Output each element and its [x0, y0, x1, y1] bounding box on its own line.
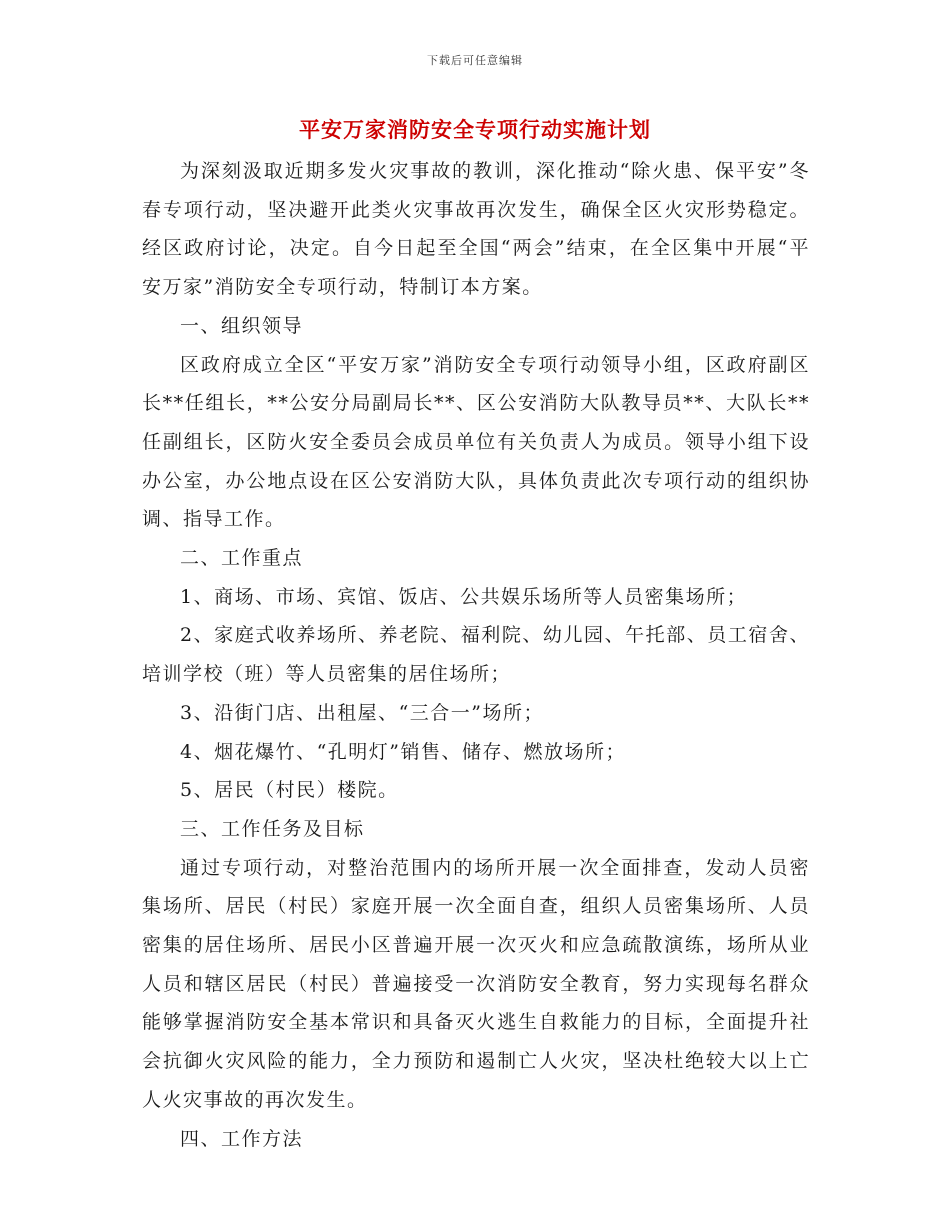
paragraph-tasks: 通过专项行动，对整治范围内的场所开展一次全面排查，发动人员密集场所、居民（村民）家庭开展一次全面自查，组织人员密集场所、人员密集的居住场所、居民小区普遍开展一次灭火和应急疏散演练，场所从业人员和辖区居民（村民）普遍接受一次消防安全教育，努力实现每名群众能够掌握消防安全基本常识和具备灭火逃生自救能力的目标，全面提升社会抗御火灾风险的能力，全力预防和遏制亡人火灾，坚决杜绝较大以上亡人火灾事故的再次发生。 [142, 856, 810, 1111]
header-note: 下载后可任意编辑 [427, 54, 523, 67]
list-item-focus-5: 5、居民（村民）楼院。 [180, 779, 399, 802]
list-item-focus-1: 1、商场、市场、宾馆、饭店、公共娱乐场所等人员密集场所； [180, 585, 748, 608]
document-body [142, 152, 810, 1158]
list-item-focus-2: 2、家庭式收养场所、养老院、福利院、幼儿园、午托部、员工宿舍、培训学校（班）等人员密集的居住场所； [142, 624, 810, 686]
paragraph-organization: 区政府成立全区“平安万家”消防安全专项行动领导小组，区政府副区长**任组长，**公安分局副局长**、区公安消防大队教导员**、大队长**任副组长，区防火安全委员会成员单位有关负责人为成员。领导小组下设办公室，办公地点设在区公安消防大队，具体负责此次专项行动的组织协调、指导工作。 [142, 353, 810, 531]
paragraph-intro: 为深刻汲取近期多发火灾事故的教训，深化推动“除火患、保平安”冬春专项行动，坚决避开此类火灾事故再次发生，确保全区火灾形势稳定。经区政府讨论，决定。自今日起至全国“两会”结束，在全区集中开展“平安万家”消防安全专项行动，特制订本方案。 [142, 160, 810, 299]
section-heading-organization: 一、组织领导 [180, 314, 304, 337]
section-heading-methods: 四、工作方法 [180, 1127, 304, 1150]
section-heading-tasks: 三、工作任务及目标 [180, 817, 365, 840]
section-heading-focus: 二、工作重点 [180, 547, 304, 570]
document-title: 平安万家消防安全专项行动实施计划 [299, 117, 651, 142]
list-item-focus-4: 4、烟花爆竹、“孔明灯”销售、储存、燃放场所； [180, 740, 627, 763]
list-item-focus-3: 3、沿街门店、出租屋、“三合一”场所； [180, 701, 545, 724]
